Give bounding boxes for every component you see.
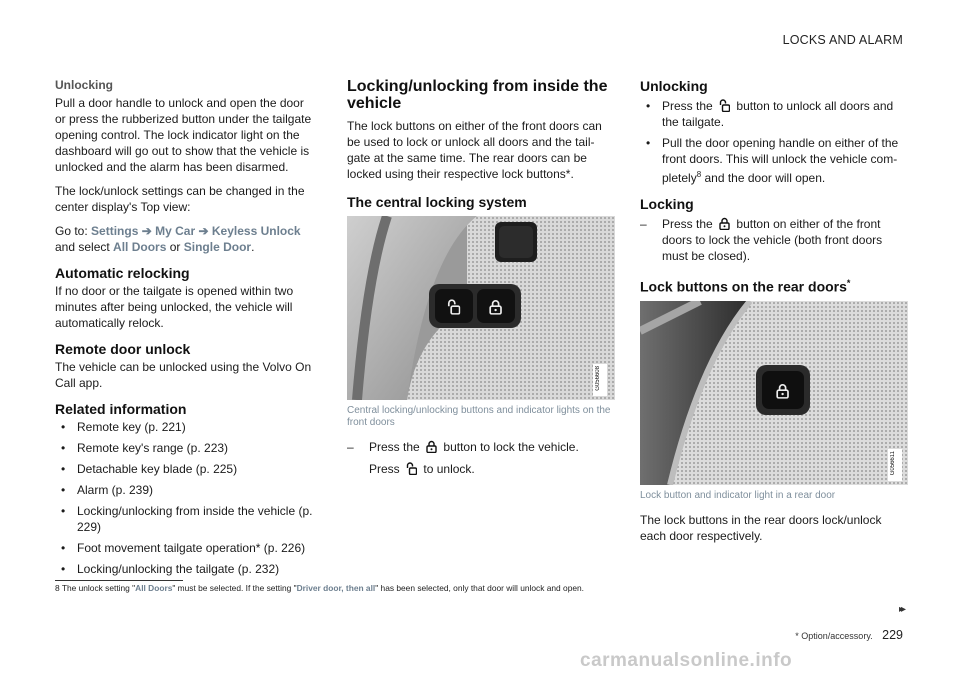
related-link[interactable]: • Locking/unlocking from inside the vehicle (p. 229) bbox=[55, 503, 317, 535]
step-dash: – bbox=[640, 217, 647, 231]
step-text-b: button to lock the vehicle. bbox=[443, 440, 579, 454]
step-text-b: button on either of the front doors to lock the vehicle (both front doors must be closed). bbox=[662, 217, 883, 263]
front-photo-caption: Central locking/unlocking buttons and indicator lights on the front doors bbox=[347, 405, 611, 428]
related-link[interactable]: • Alarm (p. 239) bbox=[55, 482, 317, 498]
intro-body: The lock buttons on either of the front doors can be used to lock or unlock all doors and the tail-gate at the same time. The rear doors can be locked using their respective lock buttons*. bbox=[347, 119, 602, 181]
relock-body: If no door or the tailgate is opened within two minutes after being unlocked, the vehicle will automatically relock. bbox=[55, 284, 294, 330]
footnote-setting-all-doors: All Doors bbox=[135, 583, 173, 593]
padlock-open-icon bbox=[406, 462, 417, 475]
locking-heading: Locking bbox=[640, 196, 694, 212]
related-link[interactable]: • Detachable key blade (p. 225) bbox=[55, 461, 317, 477]
option-note: * Option/accessory. bbox=[795, 631, 873, 641]
step-text-a: Press the bbox=[369, 440, 420, 454]
option-all-doors[interactable]: All Doors bbox=[113, 240, 167, 254]
page-footer bbox=[795, 628, 903, 642]
unlocking-list bbox=[640, 98, 908, 186]
site-watermark: carmanualsonline.info bbox=[580, 650, 793, 671]
unlocking-body: Pull a door handle to unlock and open the door or press the rubberized button under the tailgate opening control. The lock indicator light on the dashboard will go out to show that the vehicle is unlocked and the alarm has been disarmed. bbox=[55, 96, 312, 174]
path-settings[interactable]: Settings bbox=[91, 224, 139, 238]
item-text-a: Pull the door opening handle on either of the front doors. This will unlock the vehicle com-pletely bbox=[662, 136, 899, 185]
period: . bbox=[251, 240, 255, 254]
option-single-door[interactable]: Single Door bbox=[183, 240, 252, 254]
relock-heading: Automatic relocking bbox=[55, 265, 190, 281]
footnote-text-a: The unlock setting " bbox=[61, 583, 136, 593]
rear-title-text: Lock buttons on the rear doors bbox=[640, 278, 847, 295]
step-dash: – bbox=[347, 440, 354, 454]
page-title: Locking/unlocking from inside the vehicle bbox=[347, 78, 608, 112]
rear-lock-heading bbox=[640, 278, 908, 295]
column-left bbox=[55, 78, 317, 582]
step-text-a: Press the bbox=[662, 217, 713, 231]
item-text-b: button to unlock all doors and the tailgate. bbox=[662, 99, 894, 129]
arrow-right-icon: ➔ bbox=[141, 224, 152, 238]
or-word: or bbox=[169, 240, 181, 254]
photo-id: G056608 bbox=[595, 366, 601, 391]
photo-id: G056611 bbox=[890, 450, 896, 475]
next-page-arrow-icon[interactable]: ▸▸ bbox=[898, 604, 903, 615]
rear-door-photo bbox=[640, 301, 908, 485]
item-text-b: and the door will open. bbox=[704, 171, 826, 185]
unlock-substep bbox=[369, 461, 615, 477]
unlocking-heading: Unlocking bbox=[55, 78, 114, 92]
related-link[interactable]: • Locking/unlocking the tailgate (p. 232) bbox=[55, 561, 317, 577]
footnote-number: 8 bbox=[55, 583, 60, 593]
unlocking-heading-right: Unlocking bbox=[640, 78, 708, 94]
remote-heading: Remote door unlock bbox=[55, 341, 191, 357]
footnote-text-c: " has been selected, only that door will unlock and open. bbox=[375, 583, 584, 593]
lock-step bbox=[347, 439, 615, 477]
column-right bbox=[640, 78, 908, 552]
substep-text-b: to unlock. bbox=[423, 462, 475, 476]
goto-select: and select bbox=[55, 240, 110, 254]
rear-photo-caption: Lock button and indicator light in a rear door bbox=[640, 489, 836, 501]
related-link[interactable]: • Remote key (p. 221) bbox=[55, 419, 317, 435]
settings-body: The lock/unlock settings can be changed in the center display's Top view: bbox=[55, 184, 305, 214]
padlock-closed-icon bbox=[426, 440, 437, 453]
padlock-closed-icon bbox=[719, 217, 730, 230]
footnote-ref[interactable]: 8 bbox=[696, 170, 702, 179]
locking-step bbox=[640, 216, 908, 264]
footnote-setting-driver-door: Driver door, then all bbox=[296, 583, 376, 593]
front-door-photo bbox=[347, 216, 615, 400]
footnote-text-b: " must be selected. If the setting " bbox=[172, 583, 297, 593]
section-header: LOCKS AND ALARM bbox=[782, 33, 903, 47]
item-text-a: Press the bbox=[662, 99, 713, 113]
settings-path bbox=[55, 223, 317, 255]
related-link[interactable]: • Foot movement tailgate operation* (p. 226) bbox=[55, 540, 317, 556]
substep-text-a: Press bbox=[369, 462, 400, 476]
arrow-right-icon: ➔ bbox=[198, 224, 209, 238]
footnote bbox=[55, 583, 584, 593]
rear-body: The lock buttons in the rear doors lock/unlock each door respectively. bbox=[640, 512, 882, 543]
list-item bbox=[640, 98, 908, 130]
goto-prefix: Go to: bbox=[55, 224, 92, 238]
list-item bbox=[640, 135, 908, 186]
remote-body: The vehicle can be unlocked using the Volvo On Call app. bbox=[55, 360, 312, 390]
option-star: * bbox=[846, 278, 851, 288]
related-list bbox=[55, 419, 317, 577]
central-locking-heading: The central locking system bbox=[347, 194, 527, 210]
footnote-rule bbox=[55, 580, 183, 581]
related-heading: Related information bbox=[55, 401, 187, 417]
column-middle bbox=[347, 78, 615, 483]
related-link[interactable]: • Remote key's range (p. 223) bbox=[55, 440, 317, 456]
path-keyless-unlock[interactable]: Keyless Unlock bbox=[211, 224, 301, 238]
page-number: 229 bbox=[882, 628, 903, 642]
path-my-car[interactable]: My Car bbox=[155, 224, 196, 238]
padlock-open-icon bbox=[719, 99, 730, 112]
